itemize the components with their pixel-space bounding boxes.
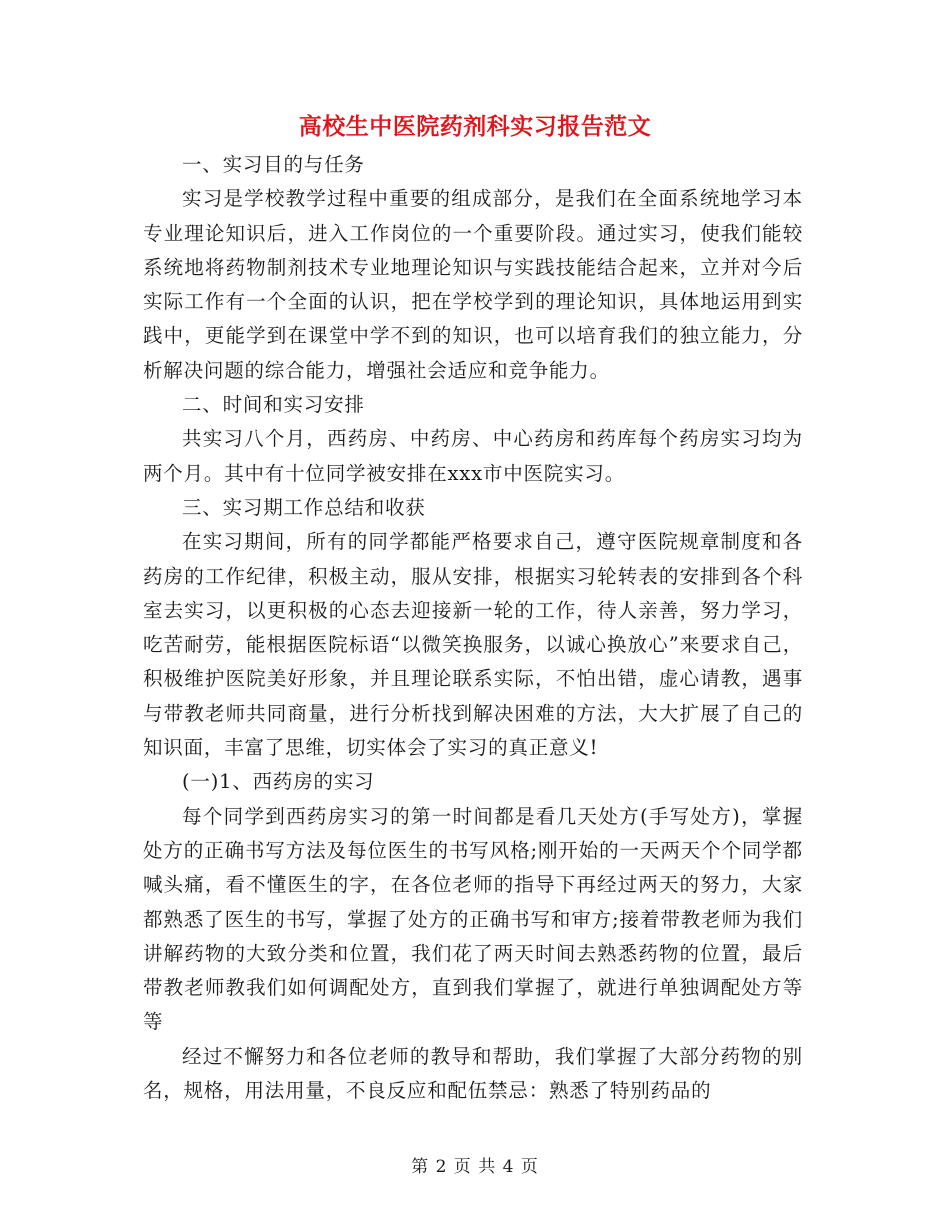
section-heading-summary: 三、实习期工作总结和收获 — [182, 495, 426, 519]
paragraph-summary: 在实习期间，所有的同学都能严格要求自己，遵守医院规章制度和各药房的工作纪律，积极主动，服从安排，根据实习轮转表的安排到各个科室去实习，以更积极的心态去迎接新一轮的工作，待人亲善，努力学习，吃苦耐劳，能根据医院标语“以微笑换服务，以诚心换放心”来要求自己，积极维护医院美好形象，并且理论联系实际，不怕出错，虚心请教，遇事与带教老师共同商量，进行分析找到解决困难的方法，大大扩展了自己的知识面，丰富了思维，切实体会了实习的真正意义! — [143, 530, 803, 760]
subsection-heading-western-pharmacy: (一)1、西药房的实习 — [182, 770, 375, 794]
paragraph-purpose: 实习是学校教学过程中重要的组成部分，是我们在全面系统地学习本专业理论知识后，进入工作岗位的一个重要阶段。通过实习，使我们能较系统地将药物制剂技术专业地理论知识与实践技能结合起来，立并对今后实际工作有一个全面的认识，把在学校学到的理论知识，具体地运用到实践中，更能学到在课堂中学不到的知识，也可以培育我们的独立能力，分析解决问题的综合能力，增强社会适应和竞争能力。 — [143, 187, 803, 382]
page-number-footer: 第 2 页 共 4 页 — [411, 1157, 539, 1177]
document-title: 高校生中医院药剂科实习报告范文 — [298, 113, 652, 140]
paragraph-western-pharmacy: 每个同学到西药房实习的第一时间都是看几天处方(手写处方)，掌握处方的正确书写方法及每位医生的书写风格;刚开始的一天两天个个同学都喊头痛，看不懂医生的字，在各位老师的指导下再经过两天的努力，大家都熟悉了医生的书写，掌握了处方的正确书写和审方;接着带教老师为我们讲解药物的大致分类和位置，我们花了两天时间去熟悉药物的位置，最后带教老师教我们如何调配处方，直到我们掌握了，就进行单独调配处方等等 — [143, 804, 803, 1034]
document-body — [143, 148, 803, 1108]
section-heading-purpose: 一、实习目的与任务 — [182, 153, 365, 176]
paragraph-schedule: 共实习八个月，西药房、中药房、中心药房和药库每个药房实习均为两个月。其中有十位同学被安排在xxx市中医院实习。 — [143, 427, 803, 485]
paragraph-learning-outcomes: 经过不懈努力和各位老师的教导和帮助，我们掌握了大部分药物的别名，规格，用法用量，不良反应和配伍禁忌：熟悉了特别药品的 — [143, 1044, 803, 1103]
section-heading-schedule: 二、时间和实习安排 — [182, 393, 365, 417]
